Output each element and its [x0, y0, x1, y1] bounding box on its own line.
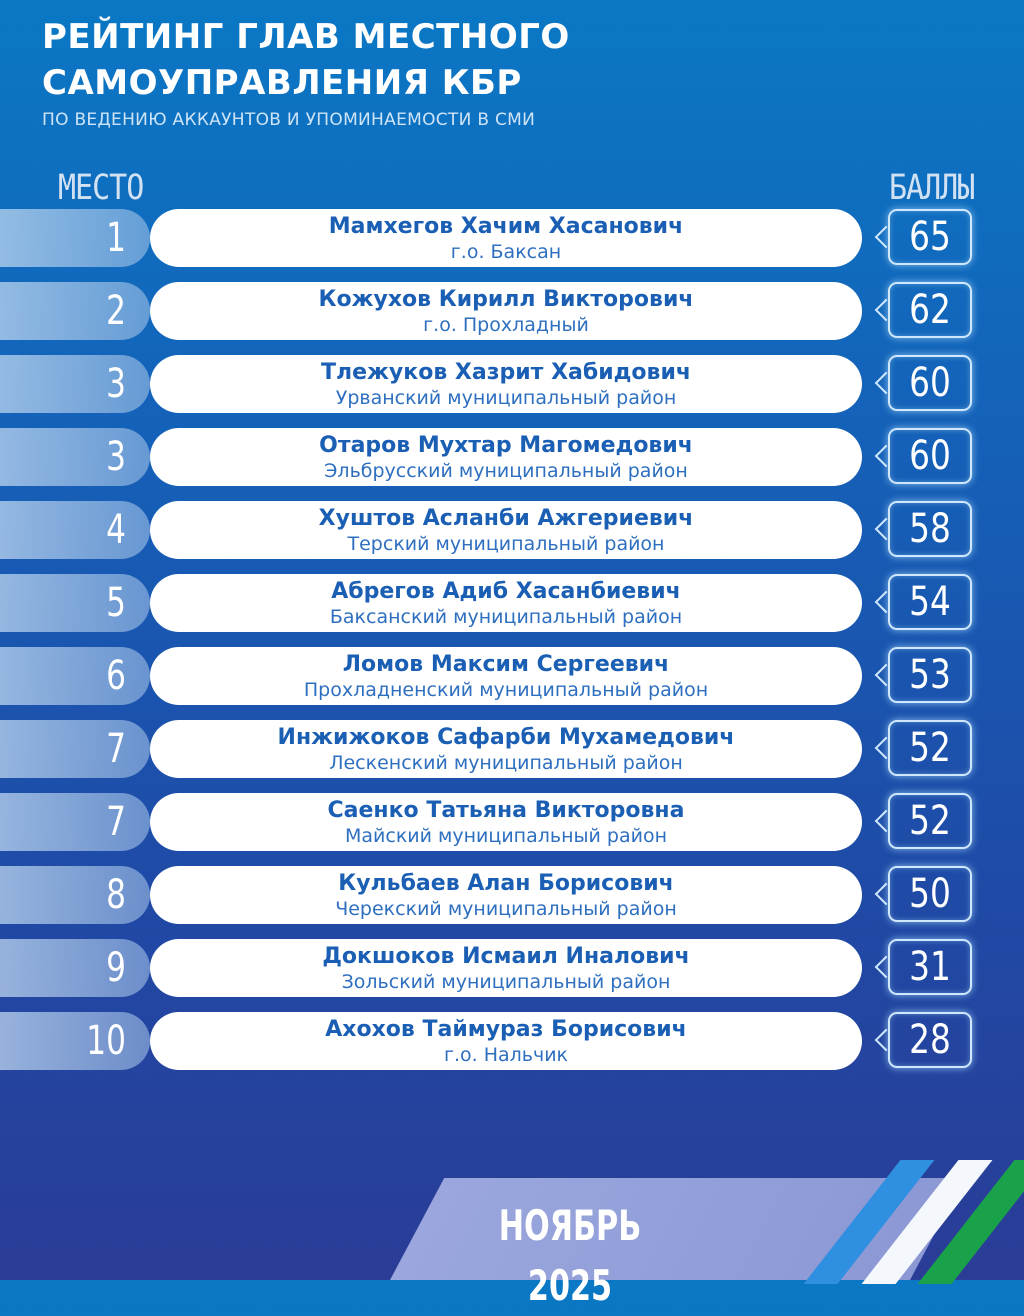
rank-tab — [0, 574, 150, 632]
score-value: 31 — [909, 944, 951, 990]
score-value: 60 — [909, 360, 951, 406]
rank-tab — [0, 428, 150, 486]
ranking-row — [0, 280, 1024, 342]
rank-number: 4 — [106, 507, 126, 553]
ranking-row — [0, 645, 1024, 707]
title-line-1: РЕЙТИНГ ГЛАВ МЕСТНОГО — [42, 17, 570, 57]
pointer-icon — [875, 372, 898, 395]
rank-number: 3 — [106, 361, 126, 407]
pointer-icon — [875, 226, 898, 249]
rank-tab — [0, 647, 150, 705]
municipality: Прохладненский муниципальный район — [303, 679, 709, 701]
score-badge — [888, 501, 972, 557]
rank-number: 2 — [106, 288, 126, 334]
name-pill — [150, 1012, 862, 1070]
rank-tab — [0, 866, 150, 924]
score-badge — [888, 939, 972, 995]
municipality: г.о. Прохладный — [423, 314, 589, 336]
title-line-2: САМОУПРАВЛЕНИЯ КБР — [42, 63, 522, 103]
person-name: Отаров Мухтар Магомедович — [319, 433, 693, 458]
name-pill — [150, 209, 862, 267]
score-badge — [888, 720, 972, 776]
ranking-row — [0, 207, 1024, 269]
municipality: г.о. Баксан — [450, 241, 562, 263]
municipality: Терский муниципальный район — [347, 533, 665, 555]
person-name: Кожухов Кирилл Викторович — [318, 287, 694, 312]
municipality: Майский муниципальный район — [345, 825, 667, 847]
page-title — [42, 14, 842, 106]
rank-tab — [0, 282, 150, 340]
rank-number: 1 — [106, 215, 126, 261]
municipality: Урванский муниципальный район — [335, 387, 677, 409]
ranking-row — [0, 572, 1024, 634]
pointer-icon — [875, 445, 898, 468]
score-value: 52 — [909, 798, 951, 844]
score-badge — [888, 355, 972, 411]
person-name: Хуштов Асланби Ажгериевич — [318, 506, 694, 531]
person-name: Кульбаев Алан Борисович — [338, 871, 674, 896]
ranking-row — [0, 426, 1024, 488]
municipality: Баксанский муниципальный район — [329, 606, 683, 628]
municipality: г.о. Нальчик — [443, 1044, 569, 1066]
rank-number: 7 — [106, 799, 126, 845]
score-value: 28 — [909, 1017, 951, 1063]
score-badge — [888, 209, 972, 265]
ranking-row — [0, 937, 1024, 999]
person-name: Тлежуков Хазрит Хабидович — [321, 360, 691, 385]
pointer-icon — [875, 518, 898, 541]
name-pill — [150, 720, 862, 778]
ranking-row — [0, 1010, 1024, 1072]
ranking-row — [0, 864, 1024, 926]
score-badge — [888, 574, 972, 630]
score-value: 54 — [909, 579, 951, 625]
name-pill — [150, 428, 862, 486]
rank-number: 10 — [86, 1018, 126, 1064]
score-value: 52 — [909, 725, 951, 771]
municipality: Лескенский муниципальный район — [329, 752, 683, 774]
name-pill — [150, 501, 862, 559]
rank-tab — [0, 793, 150, 851]
name-pill — [150, 866, 862, 924]
footer-period: НОЯБРЬ 2025 — [498, 1201, 642, 1310]
rank-number: 6 — [106, 653, 126, 699]
person-name: Ахохов Таймураз Борисович — [325, 1017, 687, 1042]
score-value: 60 — [909, 433, 951, 479]
rank-number: 5 — [106, 580, 126, 626]
name-pill — [150, 574, 862, 632]
pointer-icon — [875, 956, 898, 979]
name-pill — [150, 282, 862, 340]
score-value: 65 — [909, 214, 951, 260]
score-badge — [888, 647, 972, 703]
pointer-icon — [875, 810, 898, 833]
pointer-icon — [875, 737, 898, 760]
name-pill — [150, 647, 862, 705]
ranking-row — [0, 718, 1024, 780]
score-badge — [888, 282, 972, 338]
person-name: Ломов Максим Сергеевич — [342, 652, 670, 677]
rank-tab — [0, 720, 150, 778]
name-pill — [150, 355, 862, 413]
municipality: Зольский муниципальный район — [341, 971, 671, 993]
name-pill — [150, 793, 862, 851]
pointer-icon — [875, 664, 898, 687]
column-header-place: МЕСТО — [58, 168, 144, 209]
rank-number: 9 — [106, 945, 126, 991]
municipality: Черекский муниципальный район — [335, 898, 677, 920]
person-name: Докшоков Исмаил Иналович — [322, 944, 690, 969]
rank-number: 7 — [106, 726, 126, 772]
pointer-icon — [875, 1029, 898, 1052]
rank-number: 8 — [106, 872, 126, 918]
rank-tab — [0, 1012, 150, 1070]
municipality: Эльбрусский муниципальный район — [324, 460, 688, 482]
rank-tab — [0, 939, 150, 997]
rank-tab — [0, 501, 150, 559]
score-value: 62 — [909, 287, 951, 333]
pointer-icon — [875, 299, 898, 322]
score-badge — [888, 428, 972, 484]
rank-tab — [0, 355, 150, 413]
score-value: 53 — [909, 652, 951, 698]
rank-number: 3 — [106, 434, 126, 480]
person-name: Инжижоков Сафарби Мухамедович — [277, 725, 735, 750]
person-name: Мамхегов Хачим Хасанович — [328, 214, 684, 239]
score-badge — [888, 793, 972, 849]
score-value: 58 — [909, 506, 951, 552]
score-value: 50 — [909, 871, 951, 917]
page-subtitle: ПО ВЕДЕНИЮ АККАУНТОВ И УПОМИНАЕМОСТИ В СМИ — [42, 110, 536, 130]
person-name: Саенко Татьяна Викторовна — [327, 798, 685, 823]
pointer-icon — [875, 591, 898, 614]
ranking-row — [0, 353, 1024, 415]
rank-tab — [0, 209, 150, 267]
score-badge — [888, 1012, 972, 1068]
ranking-row — [0, 499, 1024, 561]
name-pill — [150, 939, 862, 997]
column-header-score: БАЛЛЫ — [889, 168, 975, 209]
pointer-icon — [875, 883, 898, 906]
score-badge — [888, 866, 972, 922]
person-name: Абрегов Адиб Хасанбиевич — [331, 579, 681, 604]
ranking-row — [0, 791, 1024, 853]
